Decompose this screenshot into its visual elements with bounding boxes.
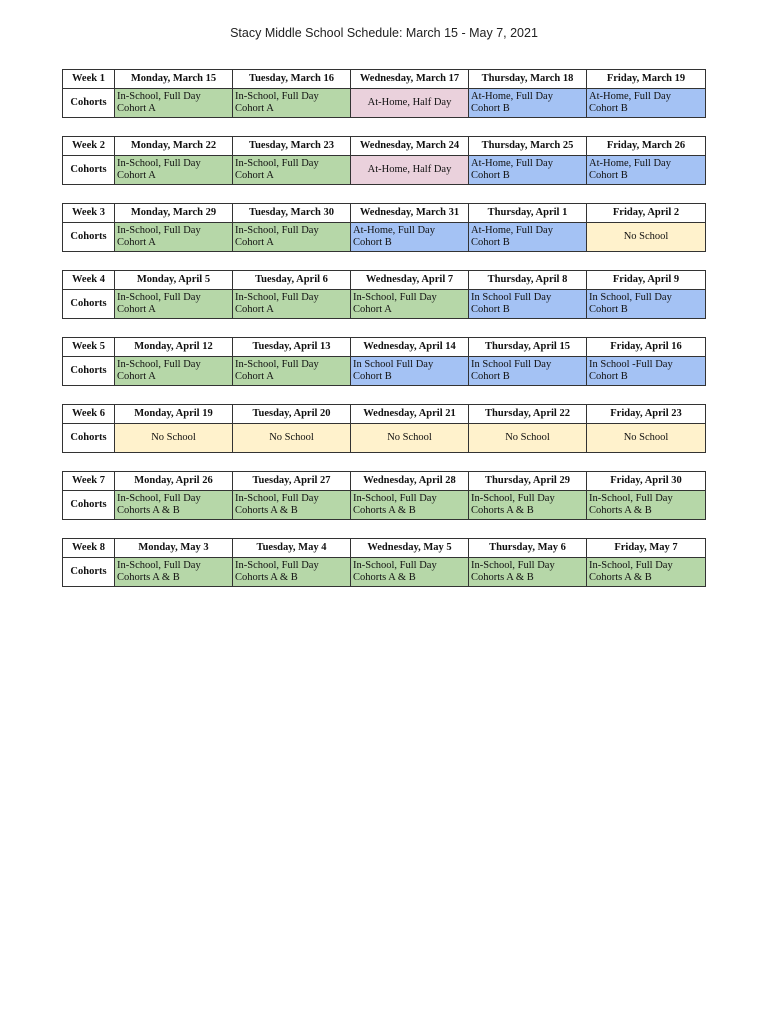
day-header: Tuesday, May 4 [233, 539, 351, 558]
cell-status: In-School, Full Day [235, 292, 319, 303]
schedule-cell [233, 558, 351, 587]
day-header: Thursday, May 6 [469, 539, 587, 558]
week-label: Week 8 [63, 539, 115, 558]
schedule-cell [233, 357, 351, 386]
day-header: Thursday, March 25 [469, 137, 587, 156]
schedule-cell [115, 89, 233, 118]
cell-status: At-Home, Full Day [471, 225, 553, 236]
cell-cohort: Cohort B [589, 304, 628, 315]
schedule-cell [469, 424, 587, 453]
cell-status: No School [269, 432, 314, 443]
cell-status: In School Full Day [471, 292, 552, 303]
cell-status: At-Home, Full Day [353, 225, 435, 236]
cell-cohort: Cohorts A & B [235, 572, 298, 583]
cell-cohort: Cohort A [235, 103, 274, 114]
week-header-row [63, 271, 706, 290]
cell-cohort: Cohort B [471, 103, 510, 114]
cell-cohort: Cohorts A & B [471, 505, 534, 516]
schedule-cell [115, 424, 233, 453]
schedule-cell [351, 223, 469, 252]
cell-status: In-School, Full Day [589, 560, 673, 571]
week-table [62, 471, 706, 520]
week-table [62, 136, 706, 185]
cell-cohort: Cohorts A & B [589, 505, 652, 516]
cell-status: In-School, Full Day [235, 158, 319, 169]
row-label: Cohorts [63, 223, 115, 252]
cell-status: In-School, Full Day [353, 493, 437, 504]
schedule-cell [469, 491, 587, 520]
cell-status: In-School, Full Day [235, 359, 319, 370]
cohort-row [63, 558, 706, 587]
week-table [62, 404, 706, 453]
schedule-cell [587, 491, 706, 520]
schedule-cell [351, 558, 469, 587]
day-header: Tuesday, April 20 [233, 405, 351, 424]
day-header: Thursday, April 8 [469, 271, 587, 290]
cell-status: In-School, Full Day [117, 560, 201, 571]
day-header: Monday, April 26 [115, 472, 233, 491]
day-header: Monday, March 15 [115, 70, 233, 89]
cell-status: In-School, Full Day [117, 158, 201, 169]
cell-status: In-School, Full Day [353, 560, 437, 571]
day-header: Thursday, April 1 [469, 204, 587, 223]
day-header: Wednesday, March 24 [351, 137, 469, 156]
week-label: Week 4 [63, 271, 115, 290]
schedule-cell [351, 424, 469, 453]
day-header: Wednesday, April 14 [351, 338, 469, 357]
cell-status: At-Home, Full Day [589, 158, 671, 169]
cell-status: At-Home, Half Day [367, 164, 452, 175]
cell-cohort: Cohort A [235, 371, 274, 382]
cohort-row [63, 223, 706, 252]
week-table [62, 538, 706, 587]
schedule-cell [233, 290, 351, 319]
schedule-cell [587, 156, 706, 185]
cell-status: No School [623, 432, 669, 443]
schedule-cell [233, 424, 351, 453]
schedule-cell [469, 558, 587, 587]
week-header-row [63, 70, 706, 89]
day-header: Monday, March 29 [115, 204, 233, 223]
schedule-cell [351, 357, 469, 386]
cell-cohort: Cohorts A & B [235, 505, 298, 516]
day-header: Tuesday, April 6 [233, 271, 351, 290]
week-header-row [63, 204, 706, 223]
week-table [62, 270, 706, 319]
day-header: Wednesday, April 28 [351, 472, 469, 491]
schedule-cell [587, 89, 706, 118]
cell-status: In-School, Full Day [117, 359, 201, 370]
cell-cohort: Cohort B [353, 371, 392, 382]
cell-cohort: Cohorts A & B [353, 505, 416, 516]
schedule-cell [115, 290, 233, 319]
week-header-row [63, 539, 706, 558]
schedule-cell [115, 223, 233, 252]
row-label: Cohorts [63, 357, 115, 386]
day-header: Tuesday, March 23 [233, 137, 351, 156]
day-header: Wednesday, May 5 [351, 539, 469, 558]
schedule-cell [233, 89, 351, 118]
schedule-cell [115, 156, 233, 185]
cohort-row [63, 491, 706, 520]
cohort-row [63, 424, 706, 453]
cell-status: In-School, Full Day [235, 560, 319, 571]
day-header: Monday, May 3 [115, 539, 233, 558]
cell-status: In School Full Day [353, 359, 434, 370]
cell-status: In-School, Full Day [471, 493, 555, 504]
cell-cohort: Cohort A [353, 304, 392, 315]
week-table [62, 69, 706, 118]
schedule-cell [351, 156, 469, 185]
day-header: Wednesday, April 7 [351, 271, 469, 290]
week-table [62, 203, 706, 252]
schedule-cell [587, 223, 706, 252]
cell-status: In-School, Full Day [471, 560, 555, 571]
cell-status: At-Home, Half Day [367, 97, 452, 108]
day-header: Tuesday, April 13 [233, 338, 351, 357]
cell-status: In-School, Full Day [117, 493, 201, 504]
day-header: Monday, April 19 [115, 405, 233, 424]
day-header: Friday, March 19 [587, 70, 706, 89]
cell-cohort: Cohort A [117, 304, 156, 315]
row-label: Cohorts [63, 89, 115, 118]
cell-status: In-School, Full Day [353, 292, 437, 303]
cell-status: In-School, Full Day [235, 225, 319, 236]
cell-status: In-School, Full Day [117, 225, 201, 236]
schedule-cell [469, 89, 587, 118]
cell-cohort: Cohort B [471, 371, 510, 382]
page-title: Stacy Middle School Schedule: March 15 - May 7, 2021 [230, 26, 538, 40]
cohort-row [63, 357, 706, 386]
schedule-cell [587, 424, 706, 453]
cell-cohort: Cohort A [117, 103, 156, 114]
week-label: Week 5 [63, 338, 115, 357]
cohort-row [63, 89, 706, 118]
cell-status: No School [505, 432, 550, 443]
week-header-row [63, 405, 706, 424]
week-label: Week 3 [63, 204, 115, 223]
day-header: Thursday, April 22 [469, 405, 587, 424]
cell-cohort: Cohort B [471, 170, 510, 181]
cell-status: At-Home, Full Day [471, 158, 553, 169]
day-header: Friday, April 23 [587, 405, 706, 424]
row-label: Cohorts [63, 424, 115, 453]
cell-cohort: Cohort A [117, 371, 156, 382]
cell-status: At-Home, Full Day [471, 91, 553, 102]
day-header: Thursday, March 18 [469, 70, 587, 89]
cell-cohort: Cohort A [235, 237, 274, 248]
cohort-row [63, 290, 706, 319]
day-header: Tuesday, April 27 [233, 472, 351, 491]
day-header: Friday, May 7 [587, 539, 706, 558]
cell-cohort: Cohort A [117, 170, 156, 181]
day-header: Thursday, April 29 [469, 472, 587, 491]
schedule-cell [115, 558, 233, 587]
row-label: Cohorts [63, 156, 115, 185]
cell-status: No School [623, 231, 669, 242]
cell-cohort: Cohort B [589, 170, 628, 181]
cell-cohort: Cohorts A & B [353, 572, 416, 583]
cell-cohort: Cohort B [471, 237, 510, 248]
row-label: Cohorts [63, 491, 115, 520]
day-header: Wednesday, March 31 [351, 204, 469, 223]
cell-cohort: Cohort B [589, 103, 628, 114]
cell-status: In-School, Full Day [235, 493, 319, 504]
cell-status: In School Full Day [471, 359, 552, 370]
day-header: Friday, April 2 [587, 204, 706, 223]
cell-status: In-School, Full Day [235, 91, 319, 102]
schedule-cell [351, 290, 469, 319]
cell-status: No School [151, 432, 196, 443]
schedule-cell [587, 558, 706, 587]
schedule-cell [351, 491, 469, 520]
week-header-row [63, 338, 706, 357]
day-header: Friday, April 9 [587, 271, 706, 290]
cell-status: At-Home, Full Day [589, 91, 671, 102]
cell-cohort: Cohort B [353, 237, 392, 248]
cell-cohort: Cohort A [235, 304, 274, 315]
cell-cohort: Cohorts A & B [117, 572, 180, 583]
schedule-cell [469, 223, 587, 252]
schedule-cell [351, 89, 469, 118]
cell-cohort: Cohorts A & B [117, 505, 180, 516]
cell-status: No School [387, 432, 432, 443]
week-header-row [63, 472, 706, 491]
day-header: Tuesday, March 16 [233, 70, 351, 89]
cell-cohort: Cohorts A & B [471, 572, 534, 583]
cell-cohort: Cohort B [589, 371, 628, 382]
day-header: Wednesday, March 17 [351, 70, 469, 89]
cell-cohort: Cohort A [117, 237, 156, 248]
week-label: Week 2 [63, 137, 115, 156]
cell-status: In-School, Full Day [117, 91, 201, 102]
week-header-row [63, 137, 706, 156]
day-header: Friday, April 30 [587, 472, 706, 491]
cell-status: In School, Full Day [589, 292, 672, 303]
day-header: Monday, April 5 [115, 271, 233, 290]
schedule-cell [115, 491, 233, 520]
schedule-cell [469, 156, 587, 185]
day-header: Monday, March 22 [115, 137, 233, 156]
day-header: Friday, March 26 [587, 137, 706, 156]
schedule-cell [233, 491, 351, 520]
day-header: Monday, April 12 [115, 338, 233, 357]
schedule-cell [587, 290, 706, 319]
week-label: Week 1 [63, 70, 115, 89]
schedule-cell [469, 357, 587, 386]
schedule-cell [115, 357, 233, 386]
cell-cohort: Cohort A [235, 170, 274, 181]
day-header: Friday, April 16 [587, 338, 706, 357]
schedule-cell [587, 357, 706, 386]
week-label: Week 6 [63, 405, 115, 424]
day-header: Tuesday, March 30 [233, 204, 351, 223]
cell-status: In-School, Full Day [589, 493, 673, 504]
cell-cohort: Cohorts A & B [589, 572, 652, 583]
week-table [62, 337, 706, 386]
row-label: Cohorts [63, 290, 115, 319]
schedule-cell [233, 223, 351, 252]
schedule-cell [233, 156, 351, 185]
cell-status: In School -Full Day [589, 359, 673, 370]
cell-status: In-School, Full Day [117, 292, 201, 303]
cell-cohort: Cohort B [471, 304, 510, 315]
schedule-cell [469, 290, 587, 319]
day-header: Wednesday, April 21 [351, 405, 469, 424]
row-label: Cohorts [63, 558, 115, 587]
cohort-row [63, 156, 706, 185]
day-header: Thursday, April 15 [469, 338, 587, 357]
week-label: Week 7 [63, 472, 115, 491]
